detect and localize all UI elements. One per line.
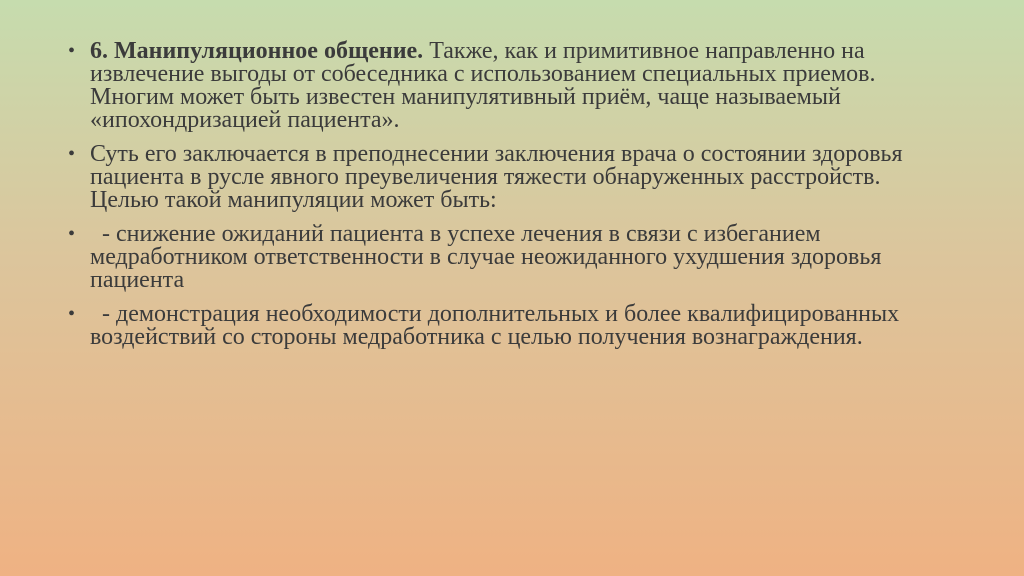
bullet-text: - демонстрация необходимости дополнительных и более квалифицированных воздействий со стороны медработника с целью получения вознаграждения. — [90, 301, 906, 350]
bullet-item-1 — [68, 40, 948, 132]
bullet-dot-icon: • — [68, 303, 76, 325]
bullet-text: Также, как и примитивное направленно на извлечение выгоды от собеседника с использованием специальных приемов. Многим может быть известен манипулятивный приём, чаще называемый «ипохондризацией пациента». — [90, 38, 876, 133]
bullet-list — [68, 40, 948, 360]
bullet-text: Суть его заключается в преподнесении заключения врача о состоянии здоровья пациента в русле явного преувеличения тяжести обнаруженных расстройств. Целью такой манипуляции может быть: — [90, 141, 903, 213]
bullet-item-3 — [68, 223, 948, 292]
bullet-dot-icon: • — [68, 143, 76, 165]
bullet-lead-text: 6. Манипуляционное общение. — [90, 38, 424, 64]
bullet-dot-icon: • — [68, 223, 76, 245]
bullet-text: - снижение ожиданий пациента в успехе лечения в связи с избеганием медработником ответственности в случае неожиданного ухудшения здоровья пациента — [90, 221, 888, 293]
bullet-dot-icon: • — [68, 40, 76, 62]
bullet-item-2 — [68, 143, 948, 212]
bullet-item-4 — [68, 303, 948, 349]
